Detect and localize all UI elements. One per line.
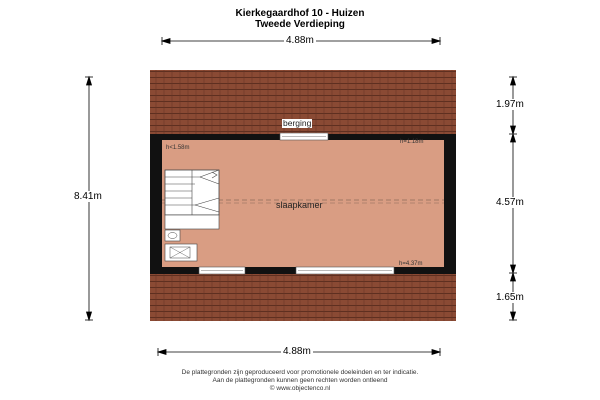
cabinet [165, 215, 219, 229]
height-top-right: h=1.18m [400, 139, 424, 145]
staircase [165, 170, 219, 215]
footer-disclaimer-1: De plattegronden zijn geproduceerd voor promotionele doeleinden en ter indicatie. [181, 369, 419, 376]
dim-right-top-label: 1.97m [496, 99, 524, 110]
dim-left-label: 8.41m [74, 191, 102, 202]
footer-disclaimer-2: Aan de plattegronden kunnen geen rechten worden ontleend [212, 377, 388, 384]
dim-top-label: 4.88m [286, 35, 314, 46]
boiler [165, 244, 197, 261]
room-label-berging: berging [283, 118, 312, 128]
plan-title: Kierkegaardhof 10 - Huizen [235, 8, 365, 19]
height-bottom-right: h=4.37m [399, 261, 423, 267]
room-label-slaapkamer: slaapkamer [276, 200, 323, 210]
dim-right-bottom-label: 1.65m [496, 292, 524, 303]
footer-copyright: © www.objectenco.nl [269, 385, 331, 392]
height-top-left: h<1.58m [166, 145, 190, 151]
dim-right-middle-label: 4.57m [496, 197, 524, 208]
floor-subtitle: Tweede Verdieping [255, 19, 345, 30]
roof-bottom [150, 273, 456, 321]
washbasin [165, 230, 180, 241]
dim-bottom-label: 4.88m [283, 346, 311, 357]
